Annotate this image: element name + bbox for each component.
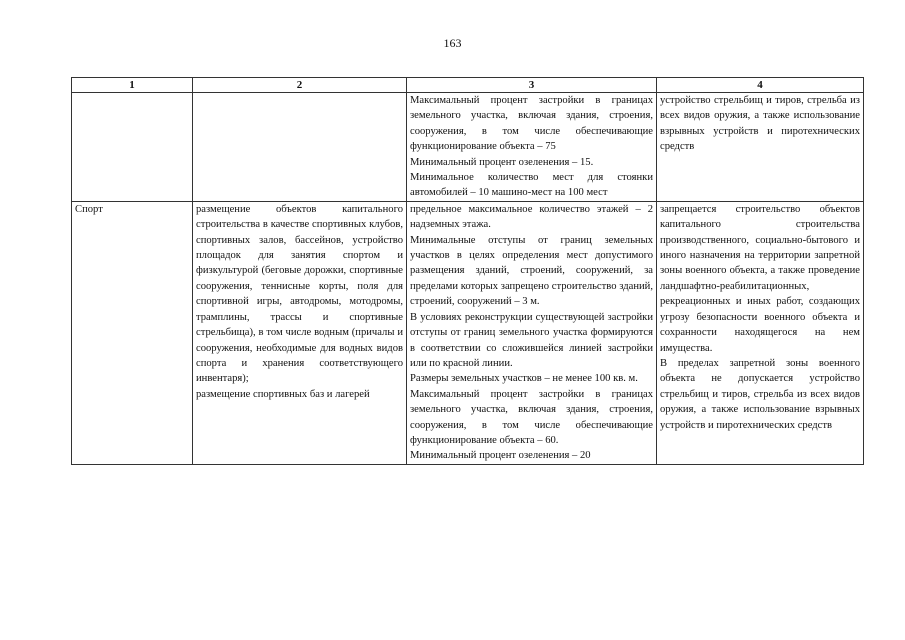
header-col-3: 3	[407, 78, 657, 93]
row2-parameters	[407, 201, 657, 464]
row1-param-paragraph: Минимальный процент озеленения – 15.	[410, 156, 594, 168]
row2-use-type: Спорт	[72, 201, 193, 464]
header-col-1: 1	[72, 78, 193, 93]
header-col-2: 2	[193, 78, 407, 93]
row2-restrictions	[657, 201, 864, 464]
row2-param-paragraph: Минимальный процент озеленения – 20	[410, 450, 591, 462]
row2-description	[193, 201, 407, 464]
row1-description	[193, 93, 407, 202]
row2-restriction-paragraph: запрещается строительство объектов капитального строительства производственного, социально-бытового и иного назначения на территории запретной зоны военного объекта, а также проведение ландшафтно-реабилитационных, рекреационных и иных работ, создающих угрозу безопасности военного объекта и сохранности находящегося на нем имущества.	[660, 203, 860, 354]
row1-restriction-paragraph: устройство стрельбищ и тиров, стрельба из всех видов оружия, а также использование взрывных устройств и пиротехнических средств	[660, 95, 860, 153]
table-row	[72, 93, 864, 202]
row2-param-paragraph: Максимальный процент застройки в границах земельного участка, включая здания, строения, сооружения, в том числе обеспечивающие функционирование объекта – 60.	[410, 388, 653, 446]
row1-restrictions	[657, 93, 864, 202]
row1-param-paragraph: Максимальный процент застройки в границах земельного участка, включая здания, строения, сооружения, в том числе обеспечивающие функционирование объекта – 75	[410, 95, 653, 153]
row2-param-paragraph: Минимальные отступы от границ земельных участков в целях определения мест допустимого размещения зданий, строений, сооружений, за пределами которых запрещено строительство зданий, строений, сооружений – 3 м.	[410, 234, 653, 308]
zoning-table	[71, 77, 864, 465]
row2-description-paragraph: размещение спортивных баз и лагерей	[196, 388, 370, 400]
row1-param-paragraph: Минимальное количество мест для стоянки автомобилей – 10 машино-мест на 100 мест	[410, 172, 653, 199]
row2-param-paragraph: Размеры земельных участков – не менее 100 кв. м.	[410, 373, 638, 385]
header-col-4: 4	[657, 78, 864, 93]
row1-parameters	[407, 93, 657, 202]
row2-param-paragraph: В условиях реконструкции существующей застройки отступы от границ земельного участка формируются в соответствии со сложившейся линией застройки или по красной линии.	[410, 311, 653, 369]
page-number: 163	[443, 36, 462, 50]
row2-param-paragraph: предельное максимальное количество этажей – 2 надземных этажа.	[410, 203, 653, 231]
row2-restriction-paragraph: В пределах запретной зоны военного объекта не допускается устройство стрельбищ и тиров, стрельба из всех видов оружия, а также использование взрывных устройств и пиротехнических средств	[660, 357, 860, 431]
row1-use-type	[72, 93, 193, 202]
table-header-row	[72, 78, 864, 93]
table-row	[72, 201, 864, 464]
row2-description-paragraph: размещение объектов капитального строительства в качестве спортивных клубов, спортивных залов, бассейнов, устройство площадок для занятия спортом и физкультурой (беговые дорожки, спортивные сооружения, теннисные корты, поля для спортивной игры, автодромы, мотодромы, трамплины, трассы и спортивные стрельбища), в том числе водным (причалы и сооружения, необходимые для водных видов спорта и хранения соответствующего инвентаря);	[196, 203, 403, 385]
